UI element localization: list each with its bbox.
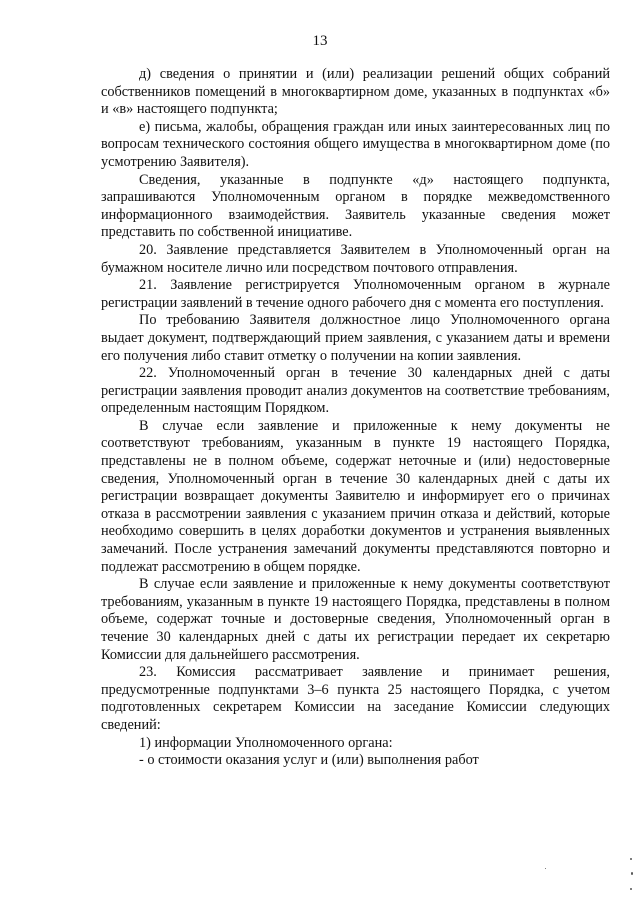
document-body <box>101 66 610 770</box>
paragraph-list-dash-cost: - о стоимости оказания услуг и (или) выполнения работ <box>139 752 479 769</box>
paragraph-item-23: 23. Комиссия рассматривает заявление и принимает решения, предусмотренные подпунктами 3–6 пункта 25 настоящего Порядка, с учетом подготовленных секретарем Комиссии на заседание Комиссии следующих сведений: <box>101 664 610 733</box>
paragraph-noncompliance: В случае если заявление и приложенные к нему документы не соответствуют требованиям, указанным в пункте 19 настоящего Порядка, представлены не в полном объеме, содержат неточные и (или) недостоверные сведения, Уполномоченный орган в течение 30 календарных дней с даты их регистрации возвращает документы Заявителю и информирует его о причинах отказа в рассмотрении заявления с указанием причин отказа и действий, которые необходимо совершить в целях доработки документов и устранения выявленных замечаний. После устранения замечаний документы представляются повторно и подлежат рассмотрению в общем порядке. <box>101 417 610 575</box>
paragraph-compliance: В случае если заявление и приложенные к нему документы соответствуют требованиям, указанным в пункте 19 настоящего Порядка, представлены в полном объеме, содержат точные и достоверные сведения, Уполномоченный орган в течение 30 календарных дней с даты их регистрации передает их секретарю Комиссии для дальнейшего рассмотрения. <box>101 576 610 663</box>
paragraph-info-request: Сведения, указанные в подпункте «д» настоящего подпункта, запрашиваются Уполномоченным органом в порядке межведомственного информационного взаимодействия. Заявитель указанные сведения может представить по собственной инициативе. <box>101 171 610 241</box>
paragraph-item-20: 20. Заявление представляется Заявителем в Уполномоченный орган на бумажном носителе лично или посредством почтового отправления. <box>101 241 610 276</box>
scan-speck <box>630 858 632 860</box>
scan-speck <box>545 868 546 869</box>
paragraph-subitem-d: д) сведения о принятии и (или) реализации решений общих собраний собственников помещений в многоквартирном доме, указанных в подпунктах «б» и «в» настоящего подпункта; <box>101 66 610 118</box>
paragraph-list-item-1: 1) информации Уполномоченного органа: <box>139 734 393 751</box>
scan-speck <box>630 888 632 890</box>
scan-speck <box>631 872 633 875</box>
paragraph-receipt-confirmation: По требованию Заявителя должностное лицо Уполномоченного органа выдает документ, подтверждающий прием заявления, с указанием даты и времени его получения либо ставит отметку о получении на копии заявления. <box>101 312 610 364</box>
paragraph-item-21: 21. Заявление регистрируется Уполномоченным органом в журнале регистрации заявлений в течение одного рабочего дня с момента его поступления. <box>101 277 610 311</box>
page-number: 13 <box>312 33 328 49</box>
paragraph-item-22: 22. Уполномоченный орган в течение 30 календарных дней с даты регистрации заявления проводит анализ документов на соответствие требованиям, определенным настоящим Порядком. <box>101 365 610 417</box>
paragraph-subitem-e: е) письма, жалобы, обращения граждан или иных заинтересованных лиц по вопросам технического состояния общего имущества в многоквартирном доме (по усмотрению Заявителя). <box>101 118 610 170</box>
